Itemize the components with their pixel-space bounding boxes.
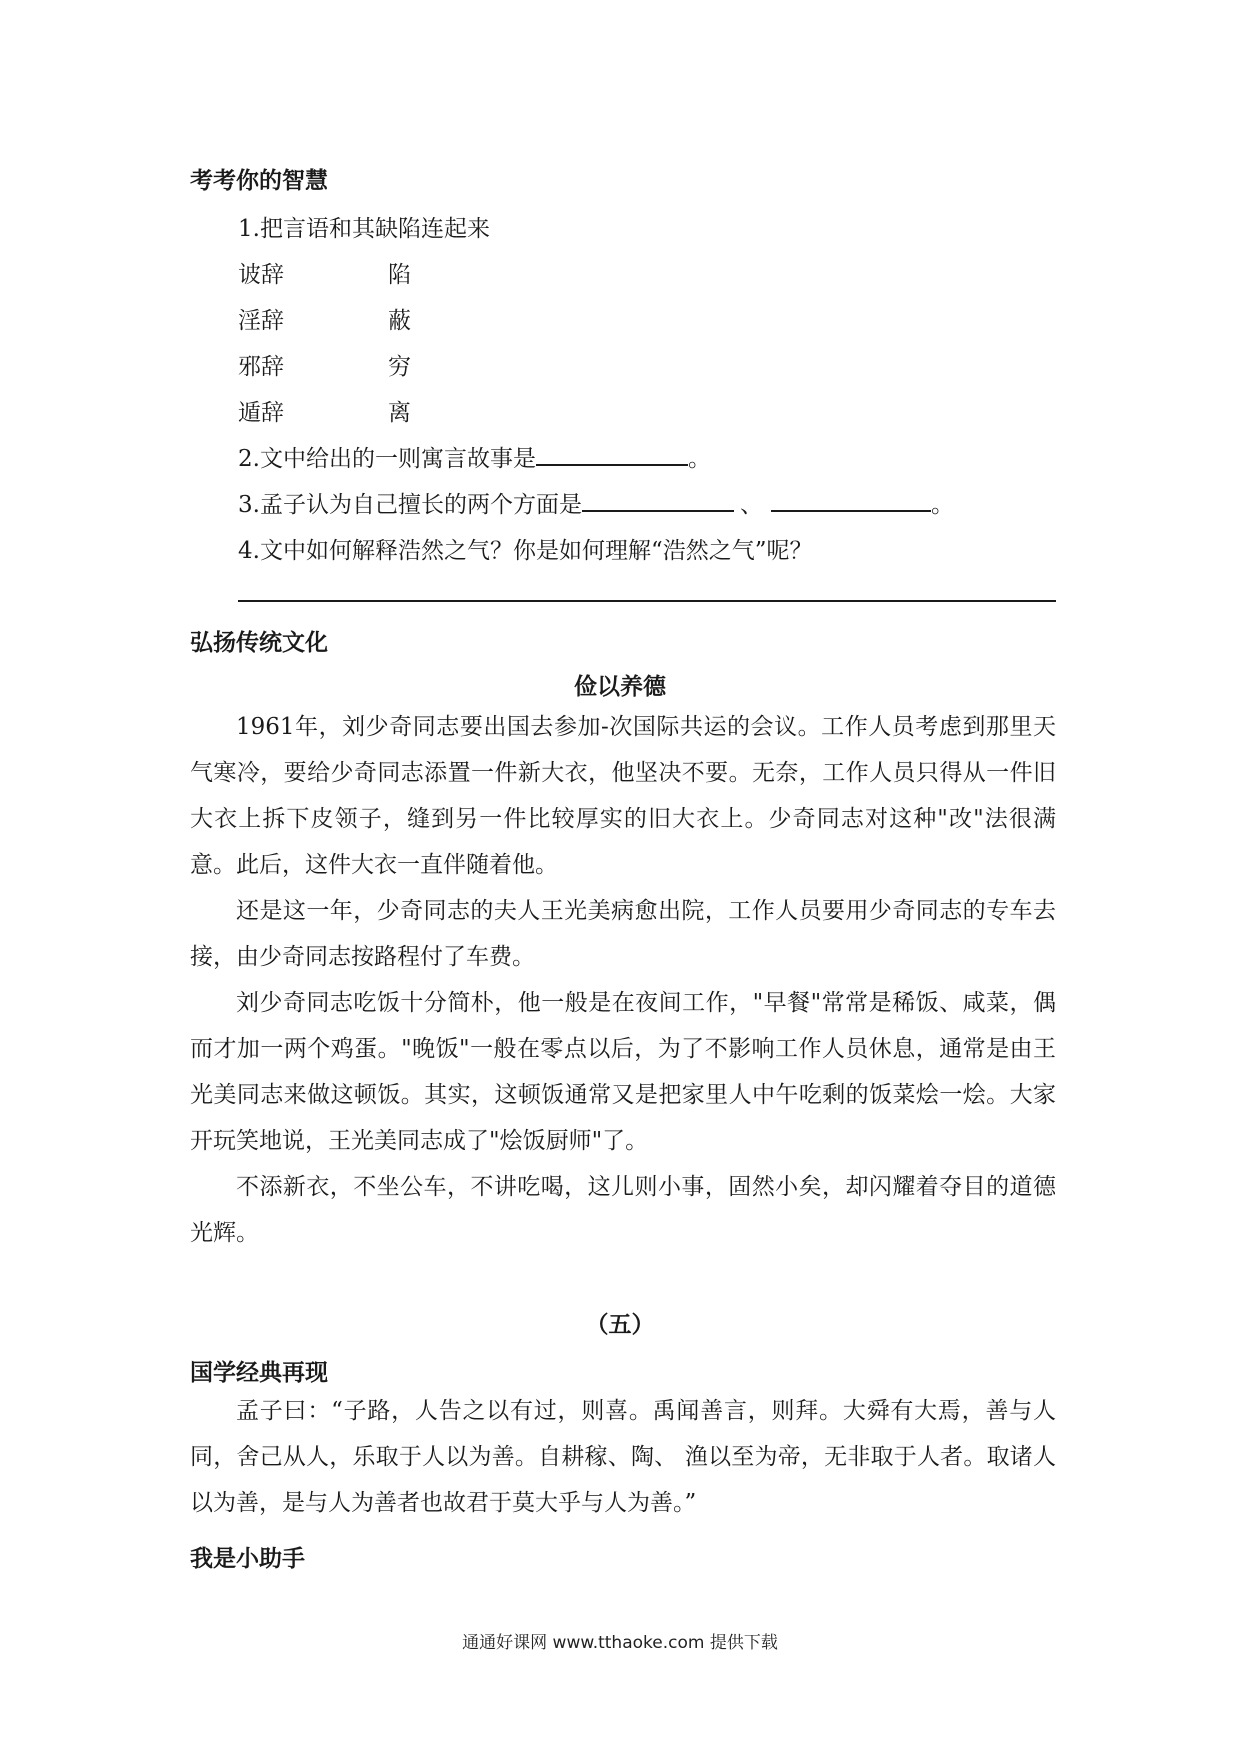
article-paragraph: 刘少奇同志吃饭十分简朴，他一般是在夜间工作，"早餐"常常是稀饭、咸菜，偶而才加一两个鸡蛋。"晚饭"一般在零点以后，为了不影响工作人员休息，通常是由王光美同志来做这顿饭。其实，这顿饭通常又是把家里人中午吃剩的饭菜烩一烩。大家开玩笑地说，王光美同志成了"烩饭厨师"了。 — [190, 990, 1056, 1154]
page-footer: 通通好课网 www.tthaoke.com 提供下载 — [462, 1633, 778, 1653]
match-right-item: 离 — [388, 400, 411, 426]
answer-blank[interactable] — [536, 442, 688, 466]
answer-line[interactable] — [238, 600, 1056, 602]
question-3-text: 3.孟子认为自己擅长的两个方面是 — [238, 492, 582, 518]
question-2 — [238, 440, 711, 473]
article-paragraph: 不添新衣，不坐公车，不讲吃喝，这儿则小事，固然小矣，却闪耀着夺目的道德光辉。 — [190, 1174, 1056, 1246]
match-left-item: 淫辞 — [238, 308, 284, 334]
match-left-item: 遁辞 — [238, 400, 284, 426]
match-right-item: 陷 — [388, 262, 411, 288]
classic-paragraph: 孟子曰：“子路，人告之以有过，则喜。禹闻善言，则拜。大舜有大焉，善与人同，舍己从人，乐取于人以为善。自耕稼、陶、 渔以至为帝，无非取于人者。取诸人以为善，是与人为善者也故君于莫大乎与人为善。” — [190, 1398, 1056, 1516]
question-3-end: 。 — [930, 492, 954, 518]
question-3 — [238, 486, 954, 519]
answer-blank[interactable] — [582, 488, 734, 512]
question-4: 4.文中如何解释浩然之气？你是如何理解“浩然之气”呢？ — [238, 538, 813, 564]
match-left-item: 邪辞 — [238, 354, 284, 380]
match-left-item: 诐辞 — [238, 262, 284, 288]
article-paragraph: 还是这一年，少奇同志的夫人王光美病愈出院，工作人员要用少奇同志的专车去接，由少奇同志按路程付了车费。 — [190, 898, 1056, 970]
section-heading-culture: 弘扬传统文化 — [190, 630, 328, 656]
match-right-item: 蔽 — [388, 308, 411, 334]
section-heading-helper: 我是小助手 — [190, 1546, 305, 1572]
section-heading-wisdom: 考考你的智慧 — [190, 168, 328, 194]
section-heading-classics: 国学经典再现 — [190, 1360, 328, 1386]
question-2-text: 2.文中给出的一则寓言故事是 — [238, 446, 536, 472]
question-2-end: 。 — [687, 446, 711, 472]
question-1: 1.把言语和其缺陷连起来 — [238, 216, 490, 242]
lesson-number: （五） — [585, 1312, 655, 1338]
answer-blank[interactable] — [771, 488, 931, 512]
match-right-item: 穷 — [388, 354, 411, 380]
question-3-separator: 、 — [739, 492, 763, 518]
article-paragraph: 1961年，刘少奇同志要出国去参加-次国际共运的会议。工作人员考虑到那里天气寒冷，要给少奇同志添置一件新大衣，他坚决不要。无奈，工作人员只得从一件旧大衣上拆下皮领子，缝到另一件比较厚实的旧大衣上。少奇同志对这种"改"法很满意。此后，这件大衣一直伴随着他。 — [190, 714, 1056, 878]
article-title: 俭以养德 — [574, 674, 666, 700]
